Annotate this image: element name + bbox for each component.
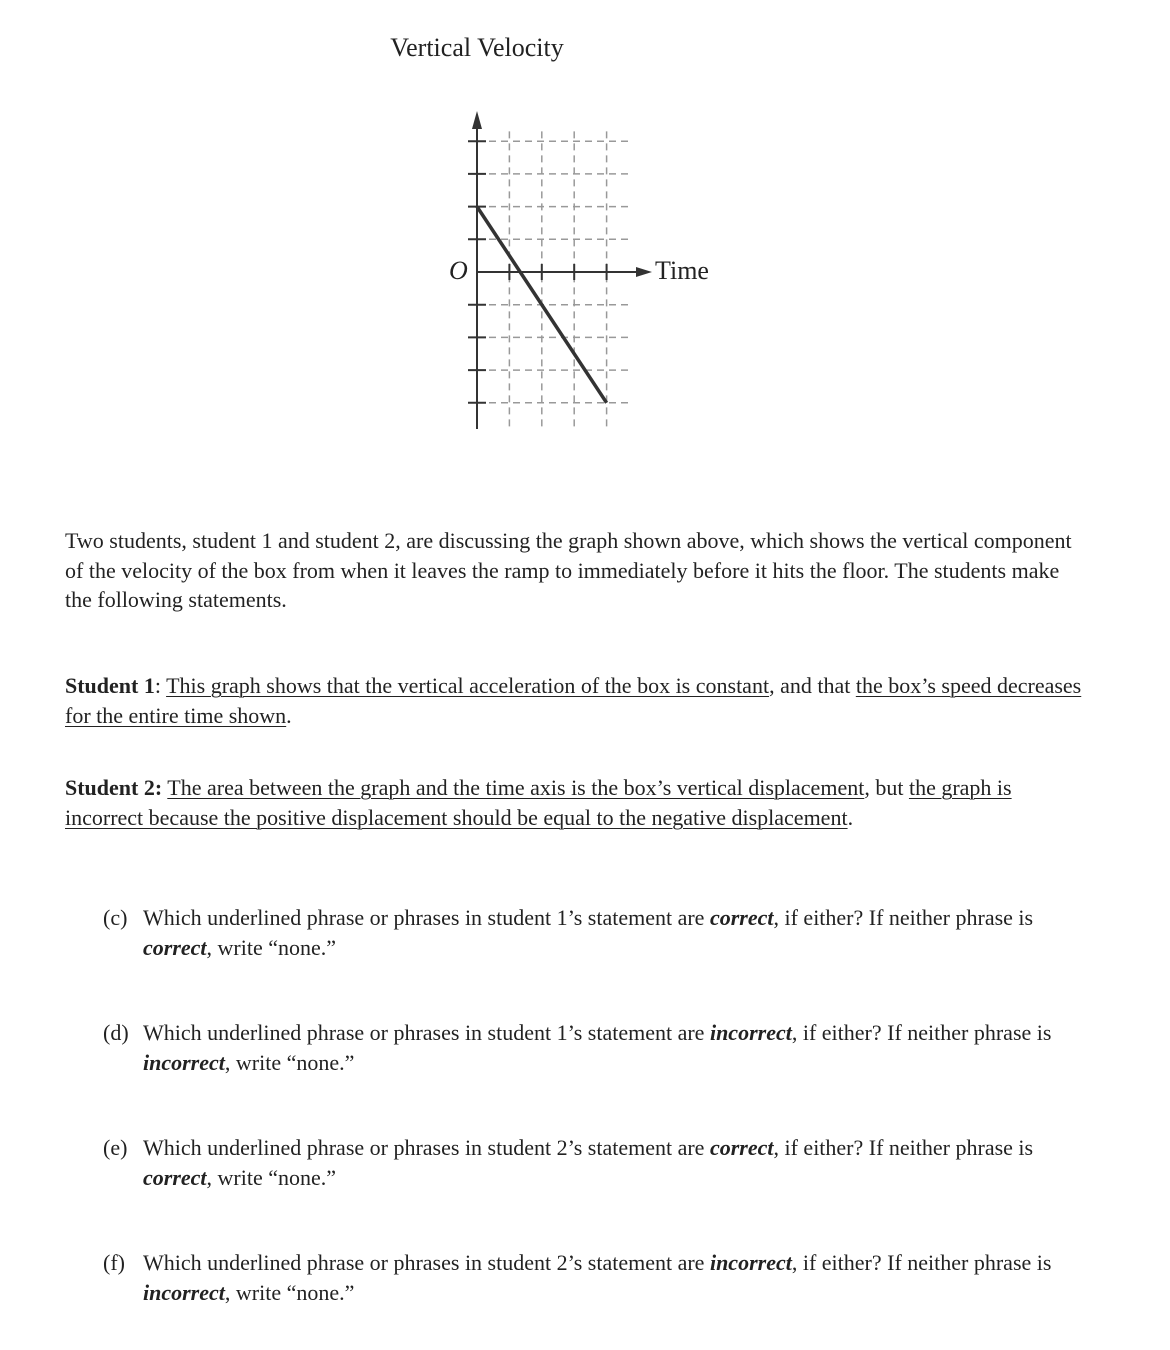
q-emphasis: incorrect	[143, 1050, 225, 1075]
student2-statement	[65, 773, 1085, 832]
q-text: , write “none.”	[224, 1280, 355, 1305]
q-emphasis: correct	[143, 935, 207, 960]
q-text: Which underlined phrase or phrases in student 1’s statement are	[143, 905, 710, 930]
question-f	[103, 1248, 1103, 1308]
origin-label: O	[449, 256, 468, 285]
q-text: , if either? If neither phrase is	[791, 1250, 1052, 1275]
question-d	[103, 1018, 1103, 1078]
q-text: , if either? If neither phrase is	[791, 1020, 1052, 1045]
q-emphasis: correct	[709, 1135, 774, 1160]
intro-paragraph: Two students, student 1 and student 2, are discussing the graph shown above, which shows the vertical component of the velocity of the box from when it leaves the ramp to immediately before it hits the floor. The students make the following statements.	[65, 528, 1072, 612]
student2-label: Student 2:	[65, 775, 163, 800]
period: .	[286, 702, 292, 728]
question-label: (d)	[103, 1020, 129, 1045]
period: .	[847, 804, 854, 830]
question-label: (e)	[103, 1135, 128, 1160]
y-axis-label: Vertical Velocity	[390, 33, 564, 62]
student1-label: Student 1	[65, 673, 155, 698]
connector: , but	[864, 775, 909, 800]
q-text: , if either? If neither phrase is	[773, 905, 1034, 930]
x-axis-arrow	[636, 267, 652, 277]
connector: , and that	[769, 673, 856, 698]
q-text: , write “none.”	[206, 935, 337, 960]
student1-phrase1: This graph shows that the vertical acceleration of the box is constant	[166, 673, 770, 698]
q-text: , if either? If neither phrase is	[773, 1135, 1034, 1160]
q-text: Which underlined phrase or phrases in student 2’s statement are	[143, 1135, 710, 1160]
x-axis-label: Time	[655, 256, 709, 285]
question-c	[103, 903, 1103, 963]
q-emphasis: incorrect	[709, 1020, 792, 1045]
student2-phrase1: The area between the graph and the time axis is the box’s vertical displacement	[167, 775, 865, 800]
q-emphasis: incorrect	[709, 1250, 792, 1275]
q-emphasis: correct	[143, 1165, 207, 1190]
student2-phrase2: the graph is incorrect because the positive displacement should be equal to the negative displacement	[65, 775, 1012, 830]
q-text: Which underlined phrase or phrases in student 2’s statement are	[143, 1250, 710, 1275]
q-text: Which underlined phrase or phrases in student 1’s statement are	[143, 1020, 710, 1045]
y-axis-arrow	[472, 111, 482, 129]
q-emphasis: incorrect	[143, 1280, 225, 1305]
question-label: (f)	[103, 1250, 125, 1275]
student1-statement	[65, 671, 1085, 730]
student1-phrase2: the box’s speed decreases for the entire time shown	[65, 673, 1082, 728]
question-e	[103, 1133, 1103, 1193]
question-label: (c)	[103, 905, 128, 930]
q-emphasis: correct	[709, 905, 774, 930]
velocity-time-graph	[0, 0, 1170, 450]
colon: :	[154, 673, 167, 698]
q-text: , write “none.”	[224, 1050, 355, 1075]
q-text: , write “none.”	[206, 1165, 337, 1190]
